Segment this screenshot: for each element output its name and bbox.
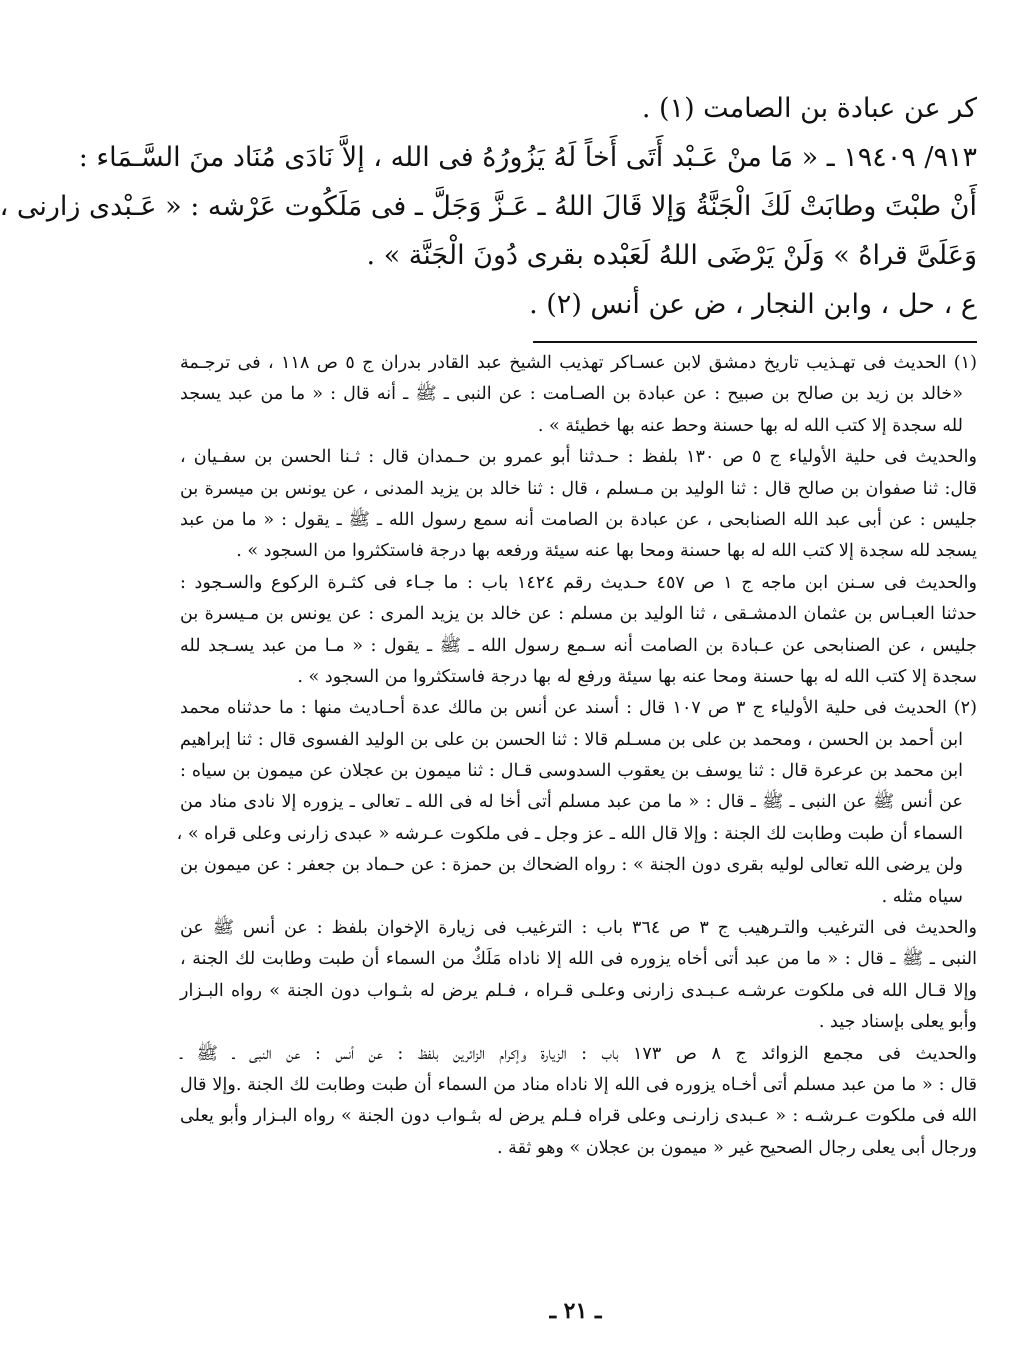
footnote-line: (٢) الحديث فى حلية الأولياء ج ٣ ص ١٠٧ قال : أسند عن أنس بن مالك عدة أحـاديث منها : ما حدثناه محمد (180, 698, 977, 719)
main-line: أَنْ طبْتَ وطابَتْ لَكَ الْجَنَّةُ وَإلا قَالَ اللهُ ـ عَـزَّ وَجَلَّ ـ فى مَلَكُوت عَرْشه : « عَـبْدى زارنى ، (0, 191, 977, 222)
footnote-line: ورجال أبى يعلى رجال الصحيح غير « ميمون بن عجلان » وهو ثقة . (497, 1137, 977, 1158)
footnote-line: السماء أن طبت وطابت لك الجنة : وإلا قال الله ـ عز وجل ـ فى ملكوت عـرشه « عبدى زارنى وعلى قراه » ، (176, 823, 963, 844)
footnote-line: قال: ثنا صفوان بن صالح قال : ثنا الوليد بن مـسلم ، قال : ثنا خالد بن يزيد المدنى ، عن يونس بن ميسرة بن (180, 478, 977, 499)
footnote-line: وإلا قـال الله فى ملكوت عرشـه عـبـدى زارنى وعلـى قـراه ، فـلم يرض له بثـواب دون الجنة » رواه البـزار (180, 980, 977, 1001)
main-line: وَعَلَىَّ قراهُ » وَلَنْ يَرْضَى اللهُ لَعَبْده بقرى دُونَ الْجَنَّة » . (366, 240, 977, 271)
footnote-line: (١) الحديث فى تهـذيب تاريخ دمشق لابن عسـاكر تهذيب الشيخ عبد القادر بدران ج ٥ ص ١١٨ ، فى ترجـمة (180, 353, 977, 373)
footnote-line: والحديث فى الترغيب والتـرهيب ج ٣ ص ٣٦٤ باب : الترغيب فى زيارة الإخوان بلفظ : عن أنس ﷺ عن (180, 918, 977, 939)
footnote-line: والحديث فى مجمع الزوائد ج ٨ ص ١٧٣ باب : الزيارة وإكرام الزائرين بلفظ : عن أنس : عن النبى ـ ﷺ ـ (180, 1043, 977, 1064)
footnote-line: ولن يرضى الله تعالى لوليه بقرى دون الجنة » : رواه الضحاك بن حمزة : عن حـماد بن جعفر : عن ميمون بن (180, 855, 963, 876)
main-line: ع ، حل ، وابن النجار ، ض عن أنس (٢) . (529, 289, 977, 320)
footnotes (176, 348, 977, 1164)
footnote-line: سياه مثله . (881, 886, 963, 907)
footnote-line: النبى ـ ﷺ ـ قال : « ما من عبد أتى أخاه يزوره فى الله إلا ناداه مَلَكٌ من السماء أن طبت وطابت لك الجنة ، (180, 949, 977, 970)
footnote-line: والحديث فى سـنن ابن ماجه ج ١ ص ٤٥٧ حـديث رقم ١٤٢٤ باب : ما جـاء فى كثـرة الركوع والسـجود : (180, 572, 977, 593)
footnote-line: والحديث فى حلية الأولياء ج ٥ ص ١٣٠ بلفظ : حـدثنا أبو عمرو بن حـمدان قال : ثـنا الحسن بن سفـيان ، (180, 447, 977, 468)
main-line: ٩١٣/ ١٩٤٠٩ ـ « مَا منْ عَـبْد أَتَى أَخاً لَهُ يَزُورُهُ فى الله ، إلاَّ نَادَى مُنَاد منَ السَّـمَاء : (78, 142, 977, 173)
footnote-line: جليس ، عن الصنابحى عن عـبادة بن الصامت أنه سـمع رسول الله ـ ﷺ ـ يقول : « مـا من عبد يسـجد لله (180, 635, 977, 656)
footnote-line: «خالد بن زيد بن صالح بن صبيح : عن عبادة بن الصـامت : عن النبى ـ ﷺ ـ أنه قال : « ما من عبد يسجد (180, 384, 963, 405)
footnote-line: يسجد لله سجدة إلا كتب الله له بها حسنة ومحا بها عنه سيئة ورفعه بها درجة فاستكثروا من السجود » . (236, 541, 977, 562)
footnote-line: لله سجدة إلا كتب الله له بها حسنة وحط عنه بها خطيئة » . (537, 415, 963, 436)
footnote-line: جليس : عن أبى عبد الله الصنابحى ، عن عبادة بن الصامت أنه سمع رسول الله ـ ﷺ ـ يقول : « ما من عبد (180, 509, 977, 530)
footnote-line: عن أنس ﷺ عن النبى ـ ﷺ ـ قال : « ما من عبد مسلم أتى أخا له فى الله ـ تعالى ـ يزوره إلا نادى مناد من (180, 792, 963, 813)
footnote-line: قال : « ما من عبد مسلم أتى أخـاه يزوره فى الله إلا ناداه مناد من السماء أن طبت وطابت لك الجنة .وإلا قال (180, 1074, 977, 1095)
footnote-separator (533, 341, 977, 343)
page-number: ـ ٢١ ـ (549, 1298, 602, 1324)
footnote-line: ابن أحمد بن الحسن ، ومحمد بن على بن مسـلم قالا : ثنا الحسن بن على بن الوليد الفسوى قال : ثنا إبراهيم (180, 729, 963, 750)
main-line: كر عن عبادة بن الصامت (١) . (641, 93, 977, 124)
footnote-line: وأبو يعلى بإسناد جيد . (818, 1012, 977, 1033)
main-text (0, 84, 977, 329)
footnote-line: سجدة إلا كتب الله له بها حسنة ومحا عنه بها سيئة ورفع له بها درجة فاستكثروا من السجود » . (297, 666, 977, 687)
footnote-line: الله فى ملكوت عـرشـه : « عـبدى زارنـى وعلى قراه فـلم يرض له بثـواب دون الجنة » رواه البـزار وأبو يعلى (180, 1106, 977, 1127)
footnote-line: حدثنا العبـاس بن عثمان الدمشـقى ، ثنا الوليد بن مسلم : عن خالد بن يزيد المرى : عن يونس بن مـيسرة بن (180, 604, 977, 625)
footnote-line: ابن محمد بن عرعرة قال : ثنا يوسف بن يعقوب السدوسى قـال : ثنا ميمون بن عجلان عن ميمون بن سياه : (180, 761, 963, 782)
